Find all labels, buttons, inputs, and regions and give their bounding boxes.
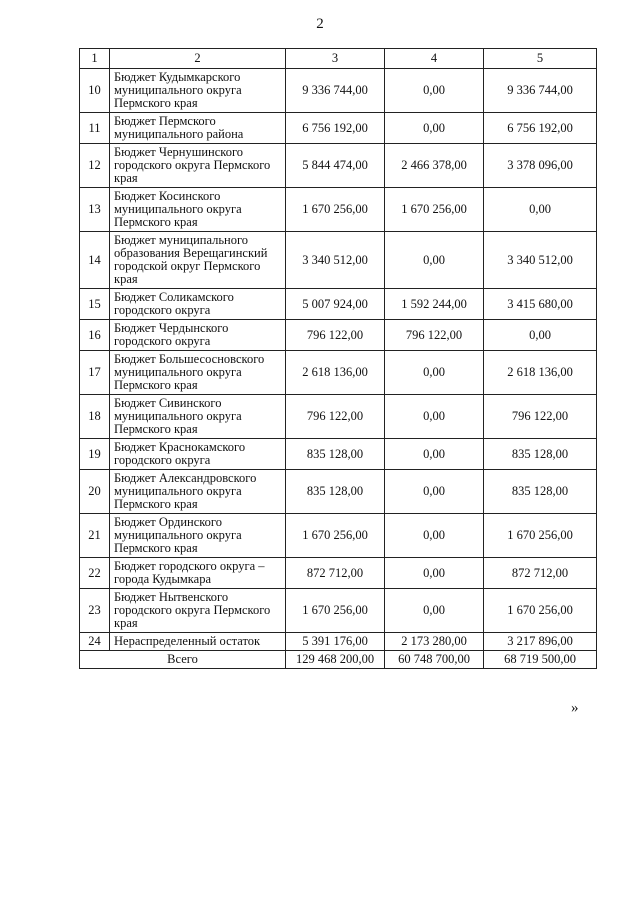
total-row (80, 651, 597, 669)
allocation-part-a: 0,00 (385, 470, 484, 514)
row-number: 15 (80, 289, 110, 320)
allocation-part-b: 3 415 680,00 (484, 289, 597, 320)
allocation-part-a: 0,00 (385, 589, 484, 633)
column-header: 2 (110, 49, 286, 69)
column-header: 4 (385, 49, 484, 69)
allocation-part-b: 3 378 096,00 (484, 144, 597, 188)
allocation-part-b: 835 128,00 (484, 470, 597, 514)
total-value: 129 468 200,00 (286, 651, 385, 669)
allocation-total: 5 391 176,00 (286, 633, 385, 651)
municipality-name: Бюджет Сивинского муниципального округа Пермского края (110, 395, 286, 439)
column-header: 1 (80, 49, 110, 69)
total-value: 68 719 500,00 (484, 651, 597, 669)
allocation-total: 835 128,00 (286, 439, 385, 470)
table-row (80, 558, 597, 589)
allocation-part-a: 0,00 (385, 514, 484, 558)
table-row (80, 351, 597, 395)
municipality-name: Бюджет муниципального образования Верещагинский городской округ Пермского края (110, 232, 286, 289)
allocation-part-b: 796 122,00 (484, 395, 597, 439)
allocation-part-b: 1 670 256,00 (484, 589, 597, 633)
table-row (80, 144, 597, 188)
allocation-total: 796 122,00 (286, 320, 385, 351)
municipality-name: Бюджет городского округа – города Кудымкара (110, 558, 286, 589)
allocation-total: 1 670 256,00 (286, 514, 385, 558)
allocation-total: 9 336 744,00 (286, 69, 385, 113)
table-row (80, 514, 597, 558)
municipality-name: Бюджет Ординского муниципального округа Пермского края (110, 514, 286, 558)
table-row (80, 232, 597, 289)
table-row (80, 289, 597, 320)
allocation-part-b: 0,00 (484, 188, 597, 232)
page-number: 2 (316, 16, 324, 32)
allocation-part-b: 872 712,00 (484, 558, 597, 589)
row-number: 13 (80, 188, 110, 232)
municipality-name: Бюджет Чернушинского городского округа Пермского края (110, 144, 286, 188)
allocation-part-a: 0,00 (385, 351, 484, 395)
municipality-name: Бюджет Нытвенского городского округа Пермского края (110, 589, 286, 633)
row-number: 14 (80, 232, 110, 289)
row-number: 23 (80, 589, 110, 633)
closing-quote-mark: » (571, 700, 579, 716)
table-row (80, 589, 597, 633)
allocation-total: 2 618 136,00 (286, 351, 385, 395)
allocation-part-a: 0,00 (385, 439, 484, 470)
municipality-name: Нераспределенный остаток (110, 633, 286, 651)
row-number: 17 (80, 351, 110, 395)
allocation-part-a: 1 592 244,00 (385, 289, 484, 320)
table-row (80, 439, 597, 470)
allocation-part-b: 3 340 512,00 (484, 232, 597, 289)
allocation-part-b: 9 336 744,00 (484, 69, 597, 113)
row-number: 10 (80, 69, 110, 113)
row-number: 18 (80, 395, 110, 439)
allocation-part-a: 796 122,00 (385, 320, 484, 351)
allocation-part-a: 2 173 280,00 (385, 633, 484, 651)
municipality-name: Бюджет Соликамского городского округа (110, 289, 286, 320)
allocation-total: 835 128,00 (286, 470, 385, 514)
allocation-part-a: 0,00 (385, 232, 484, 289)
row-number: 11 (80, 113, 110, 144)
allocation-part-b: 835 128,00 (484, 439, 597, 470)
allocation-part-b: 6 756 192,00 (484, 113, 597, 144)
table-header-row (80, 49, 597, 69)
allocation-total: 872 712,00 (286, 558, 385, 589)
allocation-part-a: 2 466 378,00 (385, 144, 484, 188)
allocation-part-b: 1 670 256,00 (484, 514, 597, 558)
table-row (80, 113, 597, 144)
allocation-part-a: 1 670 256,00 (385, 188, 484, 232)
municipality-name: Бюджет Краснокамского городского округа (110, 439, 286, 470)
allocation-total: 6 756 192,00 (286, 113, 385, 144)
municipality-name: Бюджет Александровского муниципального округа Пермского края (110, 470, 286, 514)
allocation-total: 796 122,00 (286, 395, 385, 439)
table-row (80, 69, 597, 113)
allocation-part-a: 0,00 (385, 113, 484, 144)
municipality-name: Бюджет Чердынского городского округа (110, 320, 286, 351)
allocation-part-a: 0,00 (385, 395, 484, 439)
allocation-total: 5 007 924,00 (286, 289, 385, 320)
row-number: 19 (80, 439, 110, 470)
allocation-total: 1 670 256,00 (286, 589, 385, 633)
municipality-name: Бюджет Кудымкарского муниципального округа Пермского края (110, 69, 286, 113)
budget-allocation-table (79, 48, 597, 669)
table-row (80, 188, 597, 232)
allocation-total: 1 670 256,00 (286, 188, 385, 232)
row-number: 22 (80, 558, 110, 589)
allocation-part-b: 0,00 (484, 320, 597, 351)
table-row (80, 470, 597, 514)
row-number: 16 (80, 320, 110, 351)
column-header: 5 (484, 49, 597, 69)
municipality-name: Бюджет Косинского муниципального округа Пермского края (110, 188, 286, 232)
allocation-total: 5 844 474,00 (286, 144, 385, 188)
total-label: Всего (80, 651, 286, 669)
table-row (80, 395, 597, 439)
table-row (80, 633, 597, 651)
municipality-name: Бюджет Пермского муниципального района (110, 113, 286, 144)
row-number: 24 (80, 633, 110, 651)
allocation-part-a: 0,00 (385, 558, 484, 589)
row-number: 12 (80, 144, 110, 188)
column-header: 3 (286, 49, 385, 69)
table-row (80, 320, 597, 351)
allocation-part-b: 2 618 136,00 (484, 351, 597, 395)
allocation-total: 3 340 512,00 (286, 232, 385, 289)
allocation-part-b: 3 217 896,00 (484, 633, 597, 651)
allocation-part-a: 0,00 (385, 69, 484, 113)
row-number: 21 (80, 514, 110, 558)
total-value: 60 748 700,00 (385, 651, 484, 669)
municipality-name: Бюджет Большесосновского муниципального округа Пермского края (110, 351, 286, 395)
row-number: 20 (80, 470, 110, 514)
